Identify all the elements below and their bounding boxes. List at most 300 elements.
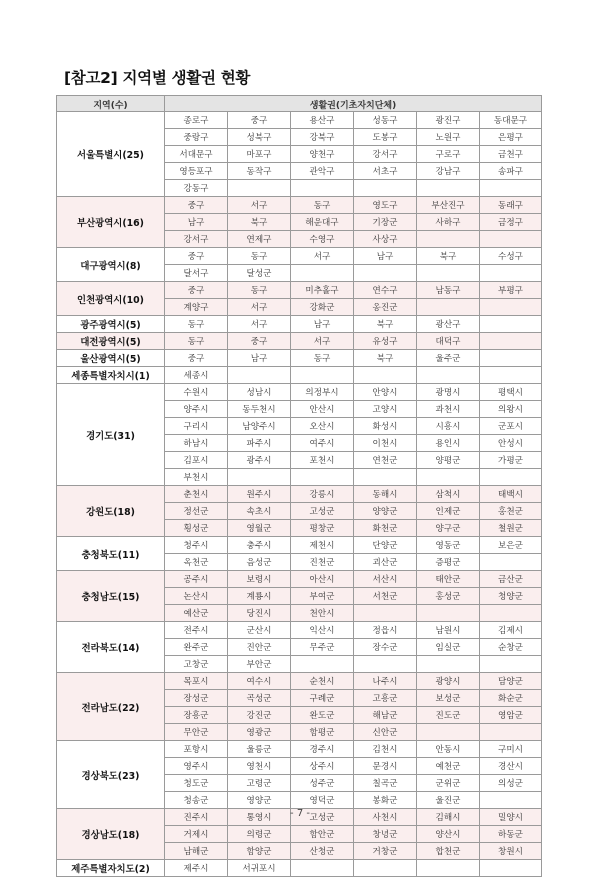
unit-cell: 칠곡군 xyxy=(353,774,416,791)
unit-cell: 합천군 xyxy=(416,842,479,859)
unit-cell: 진주시 xyxy=(164,808,227,825)
unit-cell: 산청군 xyxy=(290,842,353,859)
unit-cell: 동구 xyxy=(290,196,353,213)
unit-cell: 강서구 xyxy=(164,230,227,247)
unit-cell: 동구 xyxy=(227,247,290,264)
unit-cell: 서구 xyxy=(227,315,290,332)
unit-cell: 완주군 xyxy=(164,638,227,655)
region-group xyxy=(56,740,542,809)
unit-cell: 철원군 xyxy=(479,519,542,536)
region-group xyxy=(56,383,542,486)
unit-cell: 의왕시 xyxy=(479,400,542,417)
table-row xyxy=(164,196,542,213)
unit-cell: 계양구 xyxy=(164,298,227,315)
unit-cell: 함안군 xyxy=(290,825,353,842)
table-row xyxy=(164,638,542,655)
unit-cell xyxy=(353,179,416,196)
unit-cell: 광진구 xyxy=(416,111,479,128)
unit-cell: 성주군 xyxy=(290,774,353,791)
unit-cell: 과천시 xyxy=(416,400,479,417)
unit-cell xyxy=(416,655,479,672)
region-name: 경기도(31) xyxy=(56,383,164,485)
unit-cell: 울주군 xyxy=(416,349,479,366)
unit-cell: 사상구 xyxy=(353,230,416,247)
region-group xyxy=(56,247,542,282)
unit-cell: 통영시 xyxy=(227,808,290,825)
unit-cell: 광명시 xyxy=(416,383,479,400)
table-row xyxy=(164,366,542,383)
unit-cell xyxy=(353,366,416,383)
unit-cell: 부천시 xyxy=(164,468,227,485)
unit-cell: 금천구 xyxy=(479,145,542,162)
region-name: 대구광역시(8) xyxy=(56,247,164,281)
unit-cell: 밀양시 xyxy=(479,808,542,825)
unit-cell: 시흥시 xyxy=(416,417,479,434)
unit-cell: 서천군 xyxy=(353,587,416,604)
unit-cell: 청도군 xyxy=(164,774,227,791)
unit-cell: 중구 xyxy=(164,281,227,298)
region-name: 서울특별시(25) xyxy=(56,111,164,196)
unit-cell: 구례군 xyxy=(290,689,353,706)
region-name: 부산광역시(16) xyxy=(56,196,164,247)
unit-cell: 양천구 xyxy=(290,145,353,162)
regional-table xyxy=(56,95,542,877)
unit-cell: 함양군 xyxy=(227,842,290,859)
region-group xyxy=(56,332,542,350)
unit-cell xyxy=(353,468,416,485)
unit-cell: 서구 xyxy=(290,332,353,349)
region-group xyxy=(56,281,542,316)
table-row xyxy=(164,213,542,230)
unit-cell: 고양시 xyxy=(353,400,416,417)
unit-cell: 중구 xyxy=(164,349,227,366)
unit-cell: 안양시 xyxy=(353,383,416,400)
unit-cell: 남원시 xyxy=(416,621,479,638)
unit-cell: 영천시 xyxy=(227,757,290,774)
unit-cell: 봉화군 xyxy=(353,791,416,808)
unit-cell: 중구 xyxy=(227,332,290,349)
unit-cell: 무안군 xyxy=(164,723,227,740)
unit-cell: 파주시 xyxy=(227,434,290,451)
unit-cell xyxy=(290,366,353,383)
unit-cell: 서구 xyxy=(290,247,353,264)
unit-cell: 김제시 xyxy=(479,621,542,638)
unit-cell: 제주시 xyxy=(164,859,227,876)
table-header xyxy=(56,95,542,112)
unit-cell: 강화군 xyxy=(290,298,353,315)
region-group xyxy=(56,349,542,367)
unit-cell: 창원시 xyxy=(479,842,542,859)
unit-cell: 장성군 xyxy=(164,689,227,706)
unit-cell: 보은군 xyxy=(479,536,542,553)
unit-cell: 완도군 xyxy=(290,706,353,723)
unit-cell: 화성시 xyxy=(353,417,416,434)
unit-cell: 북구 xyxy=(227,213,290,230)
table-row xyxy=(164,553,542,570)
unit-cell xyxy=(290,264,353,281)
unit-cell: 중구 xyxy=(164,247,227,264)
unit-cell: 하동군 xyxy=(479,825,542,842)
unit-cell: 서초구 xyxy=(353,162,416,179)
unit-cell: 중구 xyxy=(227,111,290,128)
unit-cell: 북구 xyxy=(416,247,479,264)
unit-cell: 구로구 xyxy=(416,145,479,162)
table-row xyxy=(164,842,542,859)
table-row xyxy=(164,689,542,706)
unit-cell: 문경시 xyxy=(353,757,416,774)
region-group xyxy=(56,570,542,622)
unit-cell: 공주시 xyxy=(164,570,227,587)
unit-cell: 영덕군 xyxy=(290,791,353,808)
unit-cell: 남해군 xyxy=(164,842,227,859)
unit-cell: 양양군 xyxy=(353,502,416,519)
unit-cell: 영광군 xyxy=(227,723,290,740)
page-title: [참고2] 지역별 생활권 현황 xyxy=(64,69,251,87)
unit-cell: 안성시 xyxy=(479,434,542,451)
unit-cell: 춘천시 xyxy=(164,485,227,502)
unit-cell: 연수구 xyxy=(353,281,416,298)
unit-cell: 증평군 xyxy=(416,553,479,570)
unit-cell: 울진군 xyxy=(416,791,479,808)
unit-cell: 김해시 xyxy=(416,808,479,825)
table-row xyxy=(164,247,542,264)
unit-cell: 영도구 xyxy=(353,196,416,213)
unit-cell: 동구 xyxy=(164,315,227,332)
unit-cell: 신안군 xyxy=(353,723,416,740)
unit-cell: 연천군 xyxy=(353,451,416,468)
unit-cell: 강서구 xyxy=(353,145,416,162)
unit-cell: 고령군 xyxy=(227,774,290,791)
unit-cell: 부안군 xyxy=(227,655,290,672)
unit-cell: 예산군 xyxy=(164,604,227,621)
unit-cell xyxy=(479,604,542,621)
unit-cell xyxy=(479,468,542,485)
unit-cell: 홍성군 xyxy=(416,587,479,604)
unit-cell: 강릉시 xyxy=(290,485,353,502)
unit-cell: 중구 xyxy=(164,196,227,213)
unit-cell: 남구 xyxy=(353,247,416,264)
unit-cell: 당진시 xyxy=(227,604,290,621)
page-number: - 7 - xyxy=(290,808,310,819)
region-group xyxy=(56,366,542,384)
unit-cell xyxy=(416,723,479,740)
unit-cell xyxy=(479,366,542,383)
unit-cell xyxy=(227,366,290,383)
region-name: 세종특별자치시(1) xyxy=(56,366,164,383)
table-row xyxy=(164,315,542,332)
table-row xyxy=(164,672,542,689)
unit-cell: 사하구 xyxy=(416,213,479,230)
unit-cell: 구리시 xyxy=(164,417,227,434)
unit-cell: 의성군 xyxy=(479,774,542,791)
region-name: 전라북도(14) xyxy=(56,621,164,672)
unit-cell: 여주시 xyxy=(290,434,353,451)
table-row xyxy=(164,859,542,876)
unit-cell xyxy=(479,723,542,740)
unit-cell xyxy=(227,179,290,196)
unit-cell: 이천시 xyxy=(353,434,416,451)
unit-cell: 안동시 xyxy=(416,740,479,757)
unit-cell: 장수군 xyxy=(353,638,416,655)
table-row xyxy=(164,621,542,638)
table-row xyxy=(164,162,542,179)
unit-cell: 아산시 xyxy=(290,570,353,587)
region-name: 경상남도(18) xyxy=(56,808,164,859)
table-row xyxy=(164,485,542,502)
table-row xyxy=(164,655,542,672)
unit-cell: 광산구 xyxy=(416,315,479,332)
unit-cell: 동구 xyxy=(164,332,227,349)
unit-cell: 강동구 xyxy=(164,179,227,196)
unit-cell: 강진군 xyxy=(227,706,290,723)
unit-cell: 정읍시 xyxy=(353,621,416,638)
region-name: 인천광역시(10) xyxy=(56,281,164,315)
unit-cell: 진천군 xyxy=(290,553,353,570)
unit-cell: 김천시 xyxy=(353,740,416,757)
unit-cell: 논산시 xyxy=(164,587,227,604)
unit-cell: 보령시 xyxy=(227,570,290,587)
unit-cell xyxy=(416,298,479,315)
unit-cell: 양주시 xyxy=(164,400,227,417)
unit-cell: 강북구 xyxy=(290,128,353,145)
region-group xyxy=(56,672,542,741)
region-group xyxy=(56,196,542,248)
unit-cell: 영양군 xyxy=(227,791,290,808)
region-name: 강원도(18) xyxy=(56,485,164,536)
unit-cell: 고흥군 xyxy=(353,689,416,706)
unit-cell: 괴산군 xyxy=(353,553,416,570)
unit-cell: 영주시 xyxy=(164,757,227,774)
unit-cell: 중랑구 xyxy=(164,128,227,145)
unit-cell: 동대문구 xyxy=(479,111,542,128)
unit-cell: 금산군 xyxy=(479,570,542,587)
unit-cell: 구미시 xyxy=(479,740,542,757)
unit-cell: 관악구 xyxy=(290,162,353,179)
unit-cell: 김포시 xyxy=(164,451,227,468)
unit-cell: 부평구 xyxy=(479,281,542,298)
unit-cell: 성남시 xyxy=(227,383,290,400)
region-name: 대전광역시(5) xyxy=(56,332,164,349)
unit-cell: 경주시 xyxy=(290,740,353,757)
region-name: 경상북도(23) xyxy=(56,740,164,808)
table-row xyxy=(164,434,542,451)
table-row xyxy=(164,791,542,808)
unit-cell: 유성구 xyxy=(353,332,416,349)
unit-cell: 수성구 xyxy=(479,247,542,264)
unit-cell: 제천시 xyxy=(290,536,353,553)
unit-cell: 목포시 xyxy=(164,672,227,689)
unit-cell xyxy=(416,230,479,247)
unit-cell: 강남구 xyxy=(416,162,479,179)
unit-cell xyxy=(479,655,542,672)
unit-cell: 안산시 xyxy=(290,400,353,417)
unit-cell xyxy=(479,315,542,332)
unit-cell: 용인시 xyxy=(416,434,479,451)
unit-cell: 청송군 xyxy=(164,791,227,808)
unit-cell: 삼척시 xyxy=(416,485,479,502)
unit-cell: 거창군 xyxy=(353,842,416,859)
unit-cell: 달서구 xyxy=(164,264,227,281)
region-group xyxy=(56,859,542,877)
unit-cell: 양구군 xyxy=(416,519,479,536)
unit-cell xyxy=(479,179,542,196)
unit-cell: 태안군 xyxy=(416,570,479,587)
table-row xyxy=(164,723,542,740)
unit-cell xyxy=(416,179,479,196)
unit-cell: 의령군 xyxy=(227,825,290,842)
unit-cell: 상주시 xyxy=(290,757,353,774)
unit-cell: 옥천군 xyxy=(164,553,227,570)
unit-cell xyxy=(416,264,479,281)
unit-cell: 고성군 xyxy=(290,808,353,825)
unit-cell: 충주시 xyxy=(227,536,290,553)
table-row xyxy=(164,604,542,621)
unit-cell: 광양시 xyxy=(416,672,479,689)
table-row xyxy=(164,706,542,723)
unit-cell: 장흥군 xyxy=(164,706,227,723)
unit-cell: 보성군 xyxy=(416,689,479,706)
header-units: 생활권(기초자치단체) xyxy=(164,95,542,112)
table-row xyxy=(164,349,542,366)
unit-cell xyxy=(479,349,542,366)
unit-cell: 금정구 xyxy=(479,213,542,230)
unit-cell: 의정부시 xyxy=(290,383,353,400)
unit-cell: 울릉군 xyxy=(227,740,290,757)
region-name: 충청남도(15) xyxy=(56,570,164,621)
unit-cell: 해운대구 xyxy=(290,213,353,230)
unit-cell: 미추홀구 xyxy=(290,281,353,298)
unit-cell: 연제구 xyxy=(227,230,290,247)
unit-cell: 평창군 xyxy=(290,519,353,536)
unit-cell: 서구 xyxy=(227,298,290,315)
unit-cell: 청양군 xyxy=(479,587,542,604)
region-name: 전라남도(22) xyxy=(56,672,164,740)
unit-cell: 나주시 xyxy=(353,672,416,689)
unit-cell: 용산구 xyxy=(290,111,353,128)
table-row xyxy=(164,502,542,519)
unit-cell: 무주군 xyxy=(290,638,353,655)
unit-cell: 음성군 xyxy=(227,553,290,570)
unit-cell: 사천시 xyxy=(353,808,416,825)
unit-cell: 대덕구 xyxy=(416,332,479,349)
unit-cell: 고창군 xyxy=(164,655,227,672)
unit-cell: 은평구 xyxy=(479,128,542,145)
unit-cell xyxy=(290,468,353,485)
unit-cell: 곡성군 xyxy=(227,689,290,706)
unit-cell: 진안군 xyxy=(227,638,290,655)
unit-cell: 남동구 xyxy=(416,281,479,298)
unit-cell: 광주시 xyxy=(227,451,290,468)
unit-cell: 부여군 xyxy=(290,587,353,604)
unit-cell: 마포구 xyxy=(227,145,290,162)
table-row xyxy=(164,570,542,587)
unit-cell: 계룡시 xyxy=(227,587,290,604)
unit-cell: 영동군 xyxy=(416,536,479,553)
unit-cell: 함평군 xyxy=(290,723,353,740)
unit-cell xyxy=(416,859,479,876)
unit-cell: 군포시 xyxy=(479,417,542,434)
table-row xyxy=(164,128,542,145)
unit-cell: 노원구 xyxy=(416,128,479,145)
unit-cell: 영등포구 xyxy=(164,162,227,179)
unit-cell: 동구 xyxy=(227,281,290,298)
unit-cell xyxy=(479,791,542,808)
unit-cell: 고성군 xyxy=(290,502,353,519)
unit-cell: 북구 xyxy=(353,349,416,366)
table-row xyxy=(164,298,542,315)
unit-cell: 천안시 xyxy=(290,604,353,621)
header-region: 지역(수) xyxy=(56,95,164,112)
unit-cell: 평택시 xyxy=(479,383,542,400)
unit-cell: 세종시 xyxy=(164,366,227,383)
region-group xyxy=(56,315,542,333)
unit-cell: 해남군 xyxy=(353,706,416,723)
unit-cell: 거제시 xyxy=(164,825,227,842)
unit-cell xyxy=(479,859,542,876)
unit-cell xyxy=(290,859,353,876)
unit-cell: 속초시 xyxy=(227,502,290,519)
unit-cell: 군산시 xyxy=(227,621,290,638)
unit-cell: 남구 xyxy=(164,213,227,230)
unit-cell: 서산시 xyxy=(353,570,416,587)
unit-cell: 영월군 xyxy=(227,519,290,536)
unit-cell: 가평군 xyxy=(479,451,542,468)
unit-cell: 양평군 xyxy=(416,451,479,468)
table-row xyxy=(164,825,542,842)
unit-cell: 창녕군 xyxy=(353,825,416,842)
unit-cell: 영암군 xyxy=(479,706,542,723)
unit-cell: 하남시 xyxy=(164,434,227,451)
unit-cell: 오산시 xyxy=(290,417,353,434)
unit-cell: 군위군 xyxy=(416,774,479,791)
unit-cell xyxy=(479,553,542,570)
table-row xyxy=(164,417,542,434)
table-row xyxy=(164,468,542,485)
unit-cell xyxy=(416,468,479,485)
unit-cell xyxy=(479,230,542,247)
unit-cell xyxy=(353,859,416,876)
unit-cell xyxy=(290,655,353,672)
unit-cell: 원주시 xyxy=(227,485,290,502)
unit-cell: 수원시 xyxy=(164,383,227,400)
unit-cell xyxy=(416,366,479,383)
unit-cell: 달성군 xyxy=(227,264,290,281)
unit-cell xyxy=(479,264,542,281)
unit-cell: 동해시 xyxy=(353,485,416,502)
unit-cell: 익산시 xyxy=(290,621,353,638)
unit-cell: 동래구 xyxy=(479,196,542,213)
unit-cell: 동작구 xyxy=(227,162,290,179)
unit-cell: 청주시 xyxy=(164,536,227,553)
unit-cell: 동구 xyxy=(290,349,353,366)
unit-cell xyxy=(353,604,416,621)
unit-cell: 단양군 xyxy=(353,536,416,553)
unit-cell: 성북구 xyxy=(227,128,290,145)
unit-cell: 예천군 xyxy=(416,757,479,774)
table-row xyxy=(164,587,542,604)
table-row xyxy=(164,332,542,349)
table-row xyxy=(164,774,542,791)
unit-cell: 경산시 xyxy=(479,757,542,774)
table-row xyxy=(164,383,542,400)
unit-cell: 성동구 xyxy=(353,111,416,128)
table-row xyxy=(164,740,542,757)
region-name: 울산광역시(5) xyxy=(56,349,164,366)
unit-cell: 동두천시 xyxy=(227,400,290,417)
unit-cell: 북구 xyxy=(353,315,416,332)
unit-cell xyxy=(353,655,416,672)
unit-cell: 남구 xyxy=(290,315,353,332)
